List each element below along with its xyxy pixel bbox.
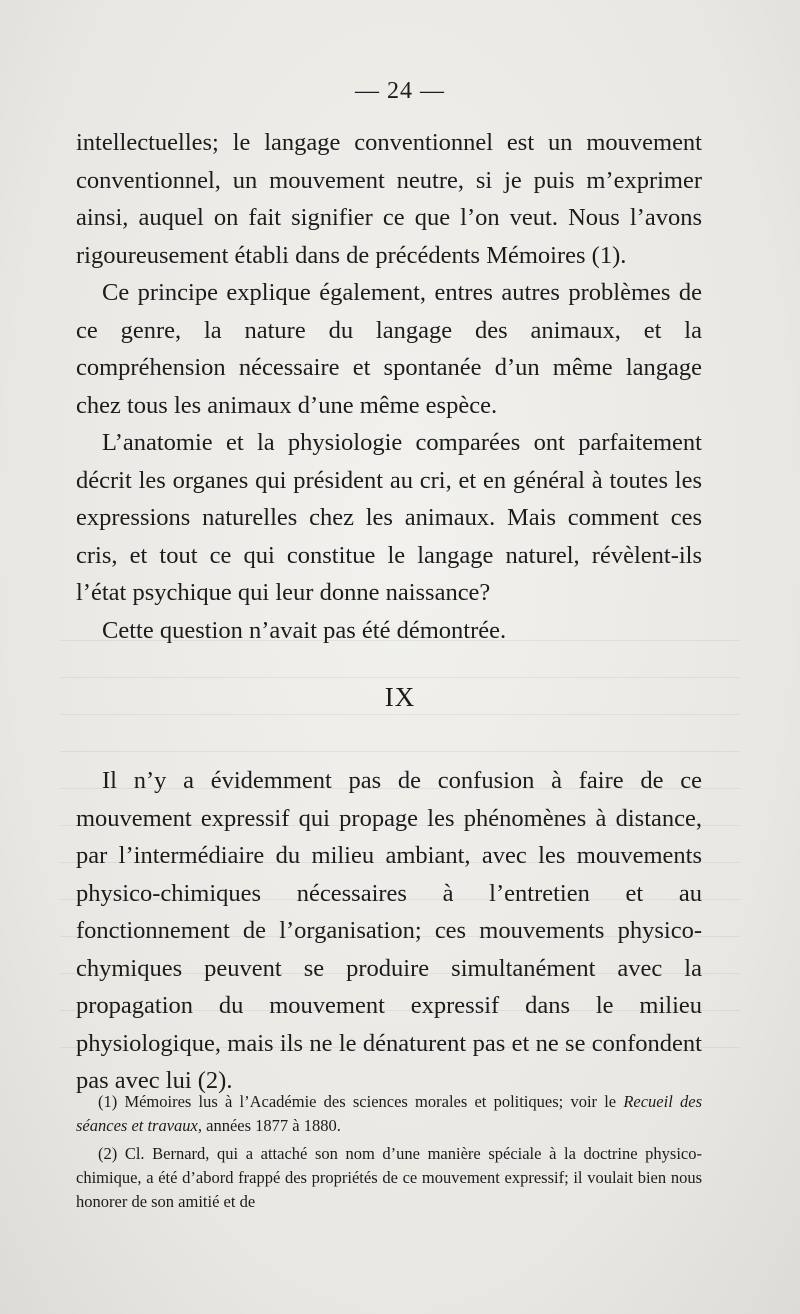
section-heading: IX [384, 682, 416, 712]
footnote-2 [76, 1142, 702, 1214]
paragraph-confusion: Il n’y a évidemment pas de confusion à faire de ce mouvement expressif qui propage les phénomènes à distance, par l’intermédiaire du milieu ambiant, avec les mouvements physico-chimiques nécessaires à l’entretien et au fonctionnement de l’organisation; ces mouvements physico-chymiques peuvent se produire simultanément avec la propagation du mouvement expressif dans le milieu physiologique, mais ils ne le dénaturent pas et ne se confondent pas avec lui (2). [76, 767, 702, 1094]
paragraph-principe: Ce principe explique également, entres autres problèmes de ce genre, la nature du langage des animaux, et la compréhension nécessaire et spontanée d’un même langage chez tous les animaux d’une même espèce. [76, 279, 702, 419]
footnotes [76, 1090, 702, 1218]
paragraph-continuation: intellectuelles; le langage conventionnel est un mouvement conventionnel, un mouvement neutre, si je puis m’exprimer ainsi, auquel on fait signifier ce que l’on veut. Nous l’avons rigoureusement établi dans de précédents Mémoires (1). [76, 129, 702, 269]
body-text-top [76, 124, 702, 649]
paragraph-question: Cette question n’avait pas été démontrée. [102, 616, 507, 644]
footnote-1 [76, 1090, 702, 1138]
footnote-1-italic: Recueil des séances et travaux, [76, 1092, 702, 1135]
footnote-1-suffix: années 1877 à 1880. [202, 1116, 341, 1135]
page-number: — 24 — [355, 78, 445, 104]
paragraph-anatomie: L’anatomie et la physiologie comparées ont parfaitement décrit les organes qui président au cri, et en général à toutes les expressions naturelles chez les animaux. Mais comment ces cris, et tout ce qui constitue le langage naturel, révèlent-ils l’état psychique qui leur donne naissance? [76, 429, 702, 606]
footnote-2-prefix: (2) Cl. Bernard, qui a attaché son nom d’une manière spéciale à la doctrine physico-chimique, a été d’abord frappé des propriétés de ce mouvement expressif; il voulait bien nous honorer de son amitié et de [76, 1144, 702, 1211]
body-text-bottom [76, 762, 702, 1100]
footnote-1-prefix: (1) Mémoires lus à l’Académie des sciences morales et politiques; voir le [98, 1092, 624, 1111]
